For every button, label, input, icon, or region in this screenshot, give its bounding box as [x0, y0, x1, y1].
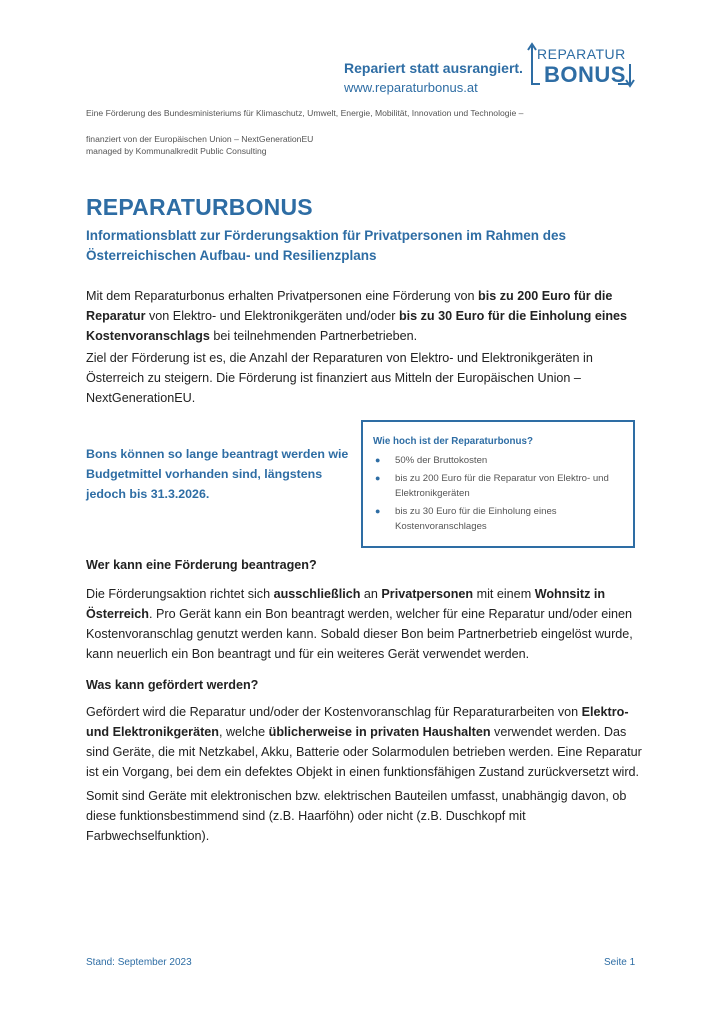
- bullet-icon: ●: [375, 455, 381, 465]
- info-box-title: Wie hoch ist der Reparaturbonus?: [373, 436, 533, 447]
- intro-paragraph-2: Ziel der Förderung ist es, die Anzahl der Reparaturen von Elektro- und Elektronikgeräten in Österreich zu steigern. Die Förderung ist finanziert aus Mitteln der Europäischen Union – NextGenerationEU.: [86, 351, 593, 405]
- logo-line1: REPARATUR: [537, 46, 626, 62]
- list-item: ● bis zu 200 Euro für die Reparatur von Elektro- und Elektronikgeräten: [375, 473, 609, 499]
- bold-text-run: bis zu 30 Euro für die Einholung eines Kostenvoranschlags: [86, 309, 628, 343]
- bold-text-run: üblicherweise in privaten Haushalten: [268, 725, 491, 739]
- bold-text-run: Privatpersonen: [381, 587, 474, 601]
- funding-line-2: finanziert von der Europäischen Union – NextGenerationEU: [86, 134, 314, 144]
- text-run: Die Förderungsaktion richtet sich: [86, 587, 274, 601]
- logo-line2: BONUS: [544, 62, 626, 87]
- text-run: an: [360, 587, 382, 601]
- text-run: Mit dem Reparaturbonus erhalten Privatpersonen eine Förderung von: [86, 289, 479, 303]
- bold-text-run: bis zu 200 Euro für die Reparatur: [86, 289, 613, 323]
- text-run: , welche: [218, 725, 269, 739]
- list-item: ● bis zu 30 Euro für die Einholung eines Kostenvoranschlages: [375, 506, 557, 532]
- text-run: . Pro Gerät kann ein Bon beantragt werden, welcher für eine Reparatur und/oder einen Kostenvoranschlag genutzt werden kann. Sobald dieser Bon beim Partnerbetrieb eingelöst wurde, kann neuerlich ein Bon beantragt und für ein weiteres Gerät verwendet werden.: [86, 607, 633, 661]
- funding-line-1: Eine Förderung des Bundesministeriums für Klimaschutz, Umwelt, Energie, Mobilität, Innovation und Technologie –: [86, 108, 524, 118]
- text-run: Gefördert wird die Reparatur und/oder der Kostenvoranschlag für Reparaturarbeiten von: [86, 705, 582, 719]
- footer-date: Stand: September 2023: [86, 957, 192, 968]
- funding-line-3: managed by Kommunalkredit Public Consulting: [86, 146, 267, 156]
- bold-text-run: Elektro- und Elektronikgeräten: [86, 705, 629, 739]
- bold-text-run: ausschließlich: [273, 587, 361, 601]
- page-title: REPARATURBONUS: [86, 194, 313, 220]
- intro-paragraph-1: [86, 286, 646, 346]
- slogan: Repariert statt ausrangiert.: [344, 60, 523, 76]
- text-run: von Elektro- und Elektronikgeräten und/oder: [145, 309, 399, 323]
- bullet-icon: ●: [375, 473, 381, 483]
- text-run: verwendet werden. Das sind Geräte, die mit Netzkabel, Akku, Batterie oder Solarmodulen betrieben werden. Eine Reparatur ist ein Vorgang, bei dem ein defektes Objekt in einen funktionsfähigen Zustand zurückversetzt wird.: [86, 725, 642, 779]
- text-run: bei teilnehmenden Partnerbetrieben.: [209, 329, 418, 343]
- section-paragraph-what-2: Somit sind Geräte mit elektronischen bzw. elektrischen Bauteilen umfasst, unabhängig davon, ob diese funktionsbestimmend sind (z.B. Haarföhn) oder nicht (z.B. Duschkopf mit Farbwechselfunktion).: [86, 789, 627, 843]
- page-subtitle: Informationsblatt zur Förderungsaktion für Privatpersonen im Rahmen des Österreichischen Aufbau- und Resilienzplans: [86, 228, 567, 263]
- website-link[interactable]: www.reparaturbonus.at: [344, 80, 478, 95]
- page-number: Seite 1: [604, 957, 636, 968]
- list-item: ● 50% der Bruttokosten: [375, 455, 488, 466]
- section-heading-what: Was kann gefördert werden?: [86, 678, 259, 692]
- bold-text-run: Wohnsitz in Österreich: [86, 587, 606, 621]
- section-paragraph-who: [86, 584, 646, 664]
- bullet-icon: ●: [375, 506, 381, 516]
- text-run: mit einem: [473, 587, 535, 601]
- reparaturbonus-logo: [526, 40, 638, 90]
- info-box-list: [373, 453, 621, 534]
- section-paragraph-what-1: [86, 702, 646, 782]
- info-box: [361, 420, 635, 548]
- callout-deadline: Bons können so lange beantragt werden wie Budgetmittel vorhanden sind, längstens jedoch bis 31.3.2026.: [86, 447, 349, 501]
- section-heading-who: Wer kann eine Förderung beantragen?: [86, 558, 317, 572]
